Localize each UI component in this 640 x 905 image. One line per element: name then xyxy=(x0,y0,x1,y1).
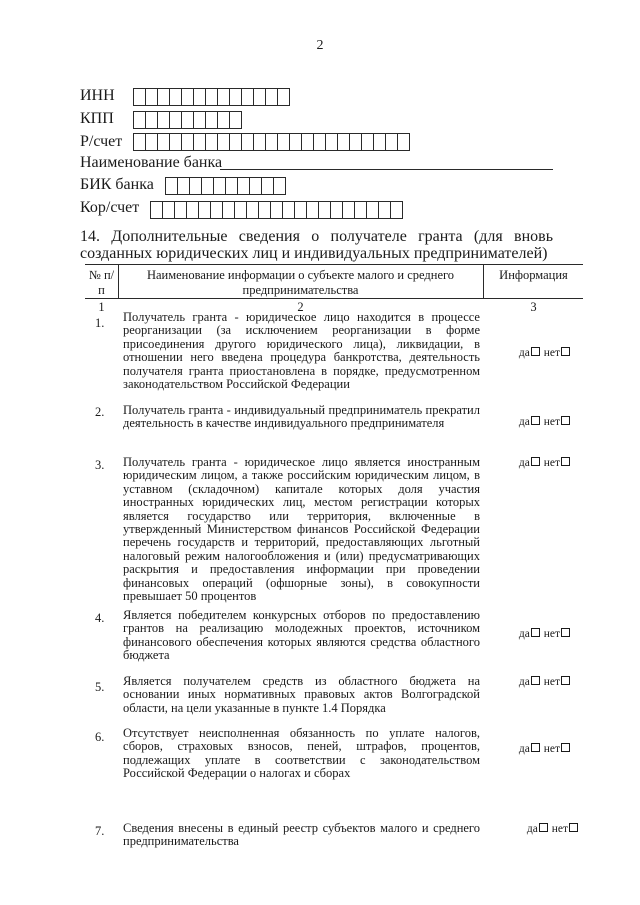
yes-checkbox[interactable] xyxy=(531,416,540,425)
row-text: Получатель гранта - индивидуальный предприниматель прекратил деятельность в качестве индивидуального предпринимателя xyxy=(123,403,480,431)
yes-no-choice xyxy=(510,457,580,469)
digit-cell[interactable] xyxy=(390,201,403,219)
bank-name-label: Наименование банка xyxy=(80,154,223,171)
no-label: нет xyxy=(551,823,569,835)
yes-label: да xyxy=(518,743,530,755)
row-number: 3. xyxy=(95,458,105,472)
bik-field[interactable] xyxy=(165,177,285,195)
row-number: 2. xyxy=(95,405,105,419)
yes-checkbox[interactable] xyxy=(531,676,540,685)
row-text: Отсутствует неисполненная обязанность по уплате налогов, сборов, страховых взносов, пеней, штрафов, процентов, подлежащих уплате в соответствии с законодательством Российской Федерации о налогах и сборах xyxy=(123,726,480,781)
yes-no-choice xyxy=(510,347,580,359)
column-number: 3 xyxy=(530,300,537,314)
digit-cell[interactable] xyxy=(397,133,410,151)
no-checkbox[interactable] xyxy=(561,676,570,685)
inn-label: ИНН xyxy=(80,87,115,104)
section-title: 14. Дополнительные сведения о получателе гранта (для вновь созданных юридических лиц и индивидуальных предпринимателей) xyxy=(80,228,553,262)
column-number: 1 xyxy=(98,300,105,314)
no-checkbox[interactable] xyxy=(569,823,578,832)
inn-field[interactable] xyxy=(133,88,289,106)
yes-label: да xyxy=(518,347,530,359)
yes-label: да xyxy=(518,457,530,469)
row-number: 1. xyxy=(95,316,105,330)
account-field[interactable] xyxy=(133,133,409,151)
row-number: 4. xyxy=(95,611,105,625)
no-label: нет xyxy=(543,628,561,640)
yes-no-choice xyxy=(510,676,580,688)
yes-checkbox[interactable] xyxy=(531,628,540,637)
no-checkbox[interactable] xyxy=(561,628,570,637)
page-number: 2 xyxy=(316,38,324,53)
yes-checkbox[interactable] xyxy=(531,743,540,752)
account-label: Р/счет xyxy=(80,133,123,150)
yes-no-choice xyxy=(518,823,588,835)
header-name: Наименование информации о субъекте малого и среднего предпринимательства xyxy=(146,268,455,297)
table-top-border xyxy=(85,264,583,265)
yes-no-choice xyxy=(510,416,580,428)
yes-label: да xyxy=(518,676,530,688)
corr-account-field[interactable] xyxy=(150,201,402,219)
row-text: Получатель гранта - юридическое лицо находится в процессе реорганизации (за исключением реорганизации в форме присоединения другого юридического лица), ликвидации, в отношении него введена процедура банкротства, деятельность получателя гранта приостановлена в порядке, предусмотренном законодательством Российской Федерации xyxy=(123,310,480,392)
bank-name-input-line[interactable] xyxy=(220,169,553,170)
row-number: 5. xyxy=(95,680,105,694)
yes-checkbox[interactable] xyxy=(539,823,548,832)
no-checkbox[interactable] xyxy=(561,416,570,425)
row-text: Является получателем средств из областного бюджета на основании иных нормативных правовых актов Волгоградской области, на цели указанные в пункте 1.4 Порядка xyxy=(123,674,480,715)
no-label: нет xyxy=(543,347,561,359)
corr-account-label: Кор/счет xyxy=(80,199,140,216)
row-text: Является победителем конкурсных отборов по предоставлению грантов на реализацию молодежных проектов, источником финансового обеспечения которых являются средства областного бюджета xyxy=(123,608,480,663)
row-text: Получатель гранта - юридическое лицо является иностранным юридическим лицом, а также российским юридическим лицом, в уставном (складочном) капитале которых доля участия иностранных юридических лиц, местом регистрации которых является государство или территория, включенные в утвержденный Министерством финансов Российской Федерации перечень государств и территорий, предоставляющих льготный налоговый режим налогообложения и (или) предусматривающих раскрытия и предоставления информации при проведении финансовых операций (офшорные зоны), в совокупности превышает 50 процентов xyxy=(123,455,480,604)
yes-no-choice xyxy=(510,743,580,755)
yes-label: да xyxy=(518,416,530,428)
no-label: нет xyxy=(543,416,561,428)
table-header-divider xyxy=(85,298,583,299)
no-label: нет xyxy=(543,457,561,469)
no-checkbox[interactable] xyxy=(561,743,570,752)
yes-checkbox[interactable] xyxy=(531,347,540,356)
yes-label: да xyxy=(518,628,530,640)
kpp-label: КПП xyxy=(80,110,114,127)
bik-label: БИК банка xyxy=(80,176,154,193)
yes-no-choice xyxy=(510,628,580,640)
kpp-field[interactable] xyxy=(133,111,241,129)
row-number: 6. xyxy=(95,730,105,744)
digit-cell[interactable] xyxy=(273,177,286,195)
yes-checkbox[interactable] xyxy=(531,457,540,466)
digit-cell[interactable] xyxy=(277,88,290,106)
no-label: нет xyxy=(543,743,561,755)
no-checkbox[interactable] xyxy=(561,347,570,356)
no-label: нет xyxy=(543,676,561,688)
header-info: Информация xyxy=(499,268,568,282)
row-number: 7. xyxy=(95,824,105,838)
yes-label: да xyxy=(526,823,538,835)
column-divider xyxy=(118,264,119,299)
digit-cell[interactable] xyxy=(229,111,242,129)
row-text: Сведения внесены в единый реестр субъектов малого и среднего предпринимательства xyxy=(123,821,480,849)
header-num: № п/п xyxy=(88,268,115,297)
column-number: 2 xyxy=(297,300,304,314)
no-checkbox[interactable] xyxy=(561,457,570,466)
